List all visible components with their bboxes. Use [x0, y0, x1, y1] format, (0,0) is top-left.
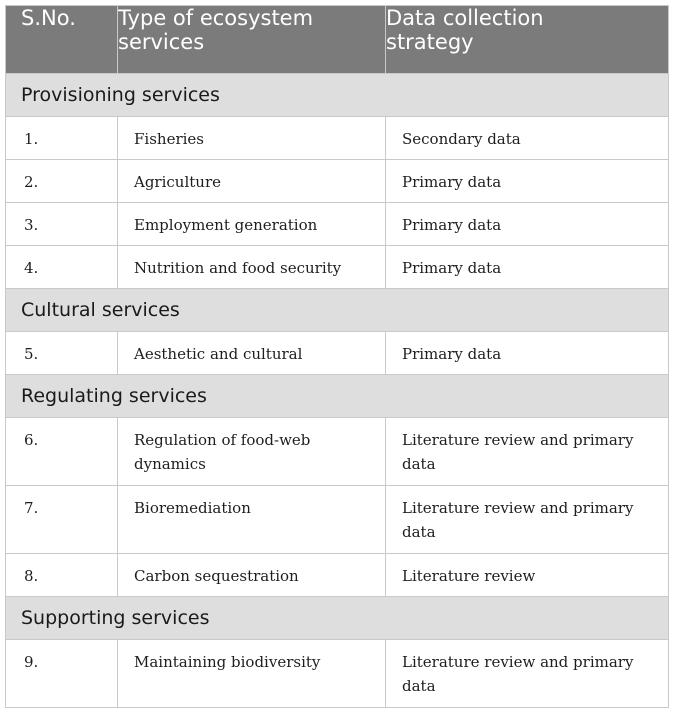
cell-collection-strategy — [386, 486, 669, 554]
cell-collection-strategy-line: data — [402, 677, 436, 695]
cell-collection-strategy-line: data — [402, 523, 436, 541]
cell-number: 6. — [6, 418, 118, 486]
cell-number: 7. — [6, 486, 118, 554]
table-header — [6, 6, 669, 74]
cell-collection-strategy-line: Literature review and primary — [402, 431, 634, 449]
header-strategy-line2: strategy — [386, 30, 474, 54]
cell-number: 9. — [6, 640, 118, 708]
cell-collection-strategy — [386, 203, 669, 246]
table-row — [6, 117, 669, 160]
section-row — [6, 74, 669, 117]
cell-service-type-line: Aesthetic and cultural — [134, 345, 303, 363]
table-row — [6, 332, 669, 375]
cell-number: 3. — [6, 203, 118, 246]
table-row — [6, 418, 669, 486]
header-type-line2: services — [118, 30, 205, 54]
cell-service-type — [118, 246, 386, 289]
cell-collection-strategy-line: Secondary data — [402, 130, 521, 148]
cell-collection-strategy-line: data — [402, 455, 436, 473]
cell-service-type — [118, 554, 386, 597]
section-row — [6, 597, 669, 640]
cell-collection-strategy-line: Literature review and primary — [402, 499, 634, 517]
cell-collection-strategy — [386, 332, 669, 375]
cell-collection-strategy-line: Primary data — [402, 173, 502, 191]
section-row — [6, 289, 669, 332]
section-title: Provisioning services — [6, 74, 669, 117]
header-row — [6, 6, 669, 74]
cell-collection-strategy-line: Primary data — [402, 345, 502, 363]
cell-collection-strategy — [386, 160, 669, 203]
cell-service-type — [118, 418, 386, 486]
cell-service-type-line: dynamics — [134, 455, 206, 473]
table-row — [6, 554, 669, 597]
ecosystem-services-table — [5, 5, 669, 708]
table-row — [6, 246, 669, 289]
cell-collection-strategy-line: Literature review and primary — [402, 653, 634, 671]
cell-collection-strategy — [386, 640, 669, 708]
cell-service-type — [118, 332, 386, 375]
header-strategy-line1: Data collection — [386, 6, 544, 30]
cell-collection-strategy — [386, 554, 669, 597]
cell-number: 1. — [6, 117, 118, 160]
cell-collection-strategy — [386, 117, 669, 160]
cell-collection-strategy-line: Primary data — [402, 216, 502, 234]
header-type-line1: Type of ecosystem — [118, 6, 314, 30]
cell-service-type-line: Employment generation — [134, 216, 318, 234]
table-row — [6, 640, 669, 708]
table-row — [6, 486, 669, 554]
cell-service-type-line: Nutrition and food security — [134, 259, 342, 277]
cell-collection-strategy — [386, 418, 669, 486]
header-type — [118, 6, 386, 74]
cell-service-type-line: Agriculture — [134, 173, 221, 191]
cell-service-type — [118, 203, 386, 246]
header-strategy — [386, 6, 669, 74]
cell-collection-strategy — [386, 246, 669, 289]
cell-collection-strategy-line: Primary data — [402, 259, 502, 277]
cell-service-type-line: Maintaining biodiversity — [134, 653, 321, 671]
table-row — [6, 160, 669, 203]
cell-number: 4. — [6, 246, 118, 289]
header-sno-label: S.No. — [21, 6, 76, 30]
cell-number: 8. — [6, 554, 118, 597]
cell-service-type — [118, 486, 386, 554]
table-row — [6, 203, 669, 246]
section-title: Supporting services — [6, 597, 669, 640]
cell-collection-strategy-line: Literature review — [402, 567, 536, 585]
section-row — [6, 375, 669, 418]
cell-service-type — [118, 117, 386, 160]
cell-service-type-line: Fisheries — [134, 130, 204, 148]
cell-service-type-line: Regulation of food-web — [134, 431, 311, 449]
cell-service-type — [118, 160, 386, 203]
cell-number: 5. — [6, 332, 118, 375]
table-body — [6, 74, 669, 708]
header-sno — [6, 6, 118, 74]
cell-service-type-line: Bioremediation — [134, 499, 251, 517]
section-title: Cultural services — [6, 289, 669, 332]
cell-number: 2. — [6, 160, 118, 203]
cell-service-type-line: Carbon sequestration — [134, 567, 299, 585]
section-title: Regulating services — [6, 375, 669, 418]
cell-service-type — [118, 640, 386, 708]
